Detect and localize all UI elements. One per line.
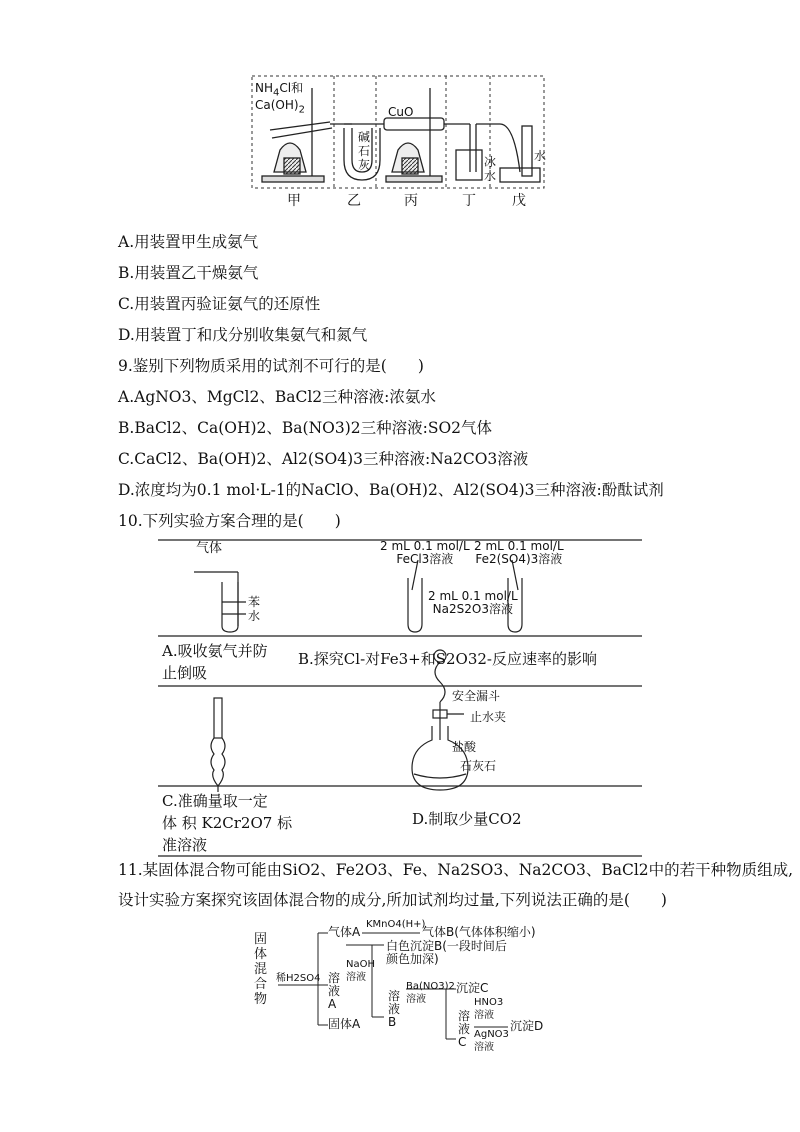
flow-hno3: HNO3溶液 [474, 997, 504, 1021]
stone-label: 石灰石 [460, 759, 497, 773]
station-label-bing: 丙 [404, 193, 418, 209]
reagent-label: $NH_4Cl$和 $Ca(OH)_2$ [255, 81, 305, 116]
q8-option-d: D.用装置丁和戊分别收集氨气和氮气 [118, 326, 368, 344]
flow-precip-d: 沉淀D [510, 1019, 544, 1033]
station-label-wu: 戊 [512, 193, 526, 209]
na2s2o3-label: 2 mL 0.1 mol/L Na2S2O3溶液 [428, 589, 518, 616]
q11-stem-line2: 设计实验方案探究该固体混合物的成分,所加试剂均过量,下列说法正确的是( ) [118, 891, 667, 909]
benzene-label: 苯 [248, 595, 261, 609]
flow-start: 固体混合物 [254, 932, 268, 1007]
q10-option-c: C.准确量取一定 体 积 K2Cr2O7 标 准溶液 [162, 792, 293, 854]
water-layer-label: 水 [248, 609, 261, 623]
q8-option-b: B.用装置乙干燥氨气 [118, 264, 259, 282]
flow-reagent1: 稀H2SO4 [276, 973, 321, 984]
flow-bano3: Ba(NO3)2溶液 [406, 981, 455, 1005]
flow-naoh: NaOH溶液 [346, 959, 375, 983]
funnel-label: 安全漏斗 [452, 689, 501, 703]
q11-stem-line1: 11.某固体混合物可能由SiO2、Fe2O3、Fe、Na2SO3、Na2CO3、BaCl2中的若干种物质组成, [118, 861, 794, 879]
gas-label: 气体 [196, 541, 223, 556]
q8-option-a: A.用装置甲生成氨气 [118, 233, 259, 251]
flow-precip-b: 白色沉淀B(一段时间后 颜色加深) [386, 939, 507, 966]
flow-solution-a: 溶液A [328, 971, 341, 1011]
q10-stem: 10.下列实验方案合理的是( ) [118, 512, 341, 530]
fe2so4-label: 2 mL 0.1 mol/L Fe2(SO4)3溶液 [474, 539, 564, 566]
q10-option-b: B.探究Cl-对Fe3+和S2O32-反应速率的影响 [298, 650, 597, 668]
fecl3-label: 2 mL 0.1 mol/L FeCl3溶液 [380, 539, 470, 566]
ice-water-label: 冰 水 [484, 155, 497, 183]
flow-gas-b: 气体B(气体体积缩小) [422, 925, 536, 939]
q9-option-d: D.浓度均为0.1 mol·L-1的NaClO、Ba(OH)2、Al2(SO4)3三种溶液:酚酞试剂 [118, 481, 664, 499]
flow-solid-a: 固体A [328, 1017, 361, 1031]
drier-label: 碱 石 灰 [358, 130, 371, 172]
flow-gas-a: 气体A [328, 925, 361, 939]
flow-solution-c: 溶液C [458, 1009, 471, 1049]
acid-label: 盐酸 [452, 740, 477, 754]
flow-precip-c: 沉淀C [456, 981, 489, 995]
q9-stem: 9.鉴别下列物质采用的试剂不可行的是( ) [118, 357, 424, 375]
station-label-ding: 丁 [462, 193, 476, 209]
q9-option-b: B.BaCl2、Ca(OH)2、Ba(NO3)2三种溶液:SO2气体 [118, 419, 493, 437]
station-label-jia: 甲 [287, 193, 301, 209]
q10-option-d: D.制取少量CO2 [412, 810, 522, 828]
oxide-label: CuO [388, 105, 414, 119]
station-label-yi: 乙 [347, 193, 361, 209]
q8-option-c: C.用装置丙验证氨气的还原性 [118, 295, 321, 313]
q9-option-a: A.AgNO3、MgCl2、BaCl2三种溶液:浓氨水 [118, 388, 436, 406]
q10-option-a: A.吸收氨气并防 止倒吸 [162, 642, 268, 682]
flow-agno3: AgNO3溶液 [474, 1029, 509, 1053]
flow-kmno4: KMnO4(H+) [366, 919, 426, 930]
water-label: 水 [534, 149, 547, 163]
clamp-label: 止水夹 [470, 710, 507, 724]
q10-table-lines [0, 530, 800, 850]
q9-option-c: C.CaCl2、Ba(OH)2、Al2(SO4)3三种溶液:Na2CO3溶液 [118, 450, 529, 468]
flow-solution-b: 溶液B [388, 989, 401, 1029]
